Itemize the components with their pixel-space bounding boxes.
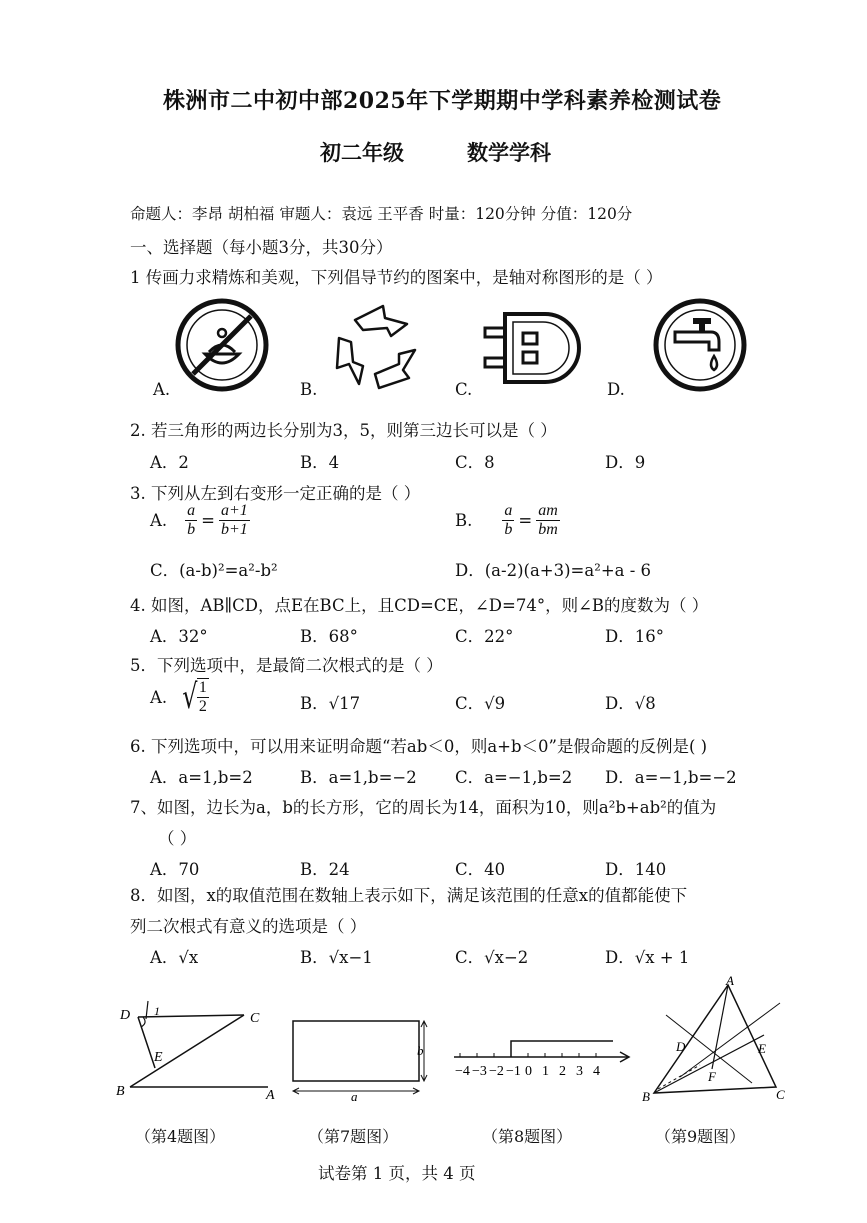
q5-option-c[interactable]: C．√9 [455,694,506,713]
q2-option-d[interactable]: D．9 [605,453,646,472]
page-footer: 试卷第 1 页，共 4 页 [318,1164,476,1183]
q2-option-b[interactable]: B．4 [300,453,340,472]
q4-option-d[interactable]: D．16° [605,627,664,646]
q3-b-left-fraction [502,502,514,539]
side-label-a: a [351,1089,358,1104]
fraction-numerator: a [187,502,196,519]
angle-label-1: 1 [154,1004,160,1018]
figure-4-caption: （第4题图） [135,1127,226,1146]
figure-7-caption: （第7题图） [308,1127,399,1146]
water-tap-icon [653,298,747,392]
question-4-stem: 4. 如图，AB∥CD，点E在BC上，且CD=CE，∠D=74°，则∠B的度数为（ ） [130,596,709,615]
question-2-stem: 2. 若三角形的两边长分别为3，5，则第三边长可以是（ ） [130,421,557,440]
q3-a-left-fraction [185,502,197,539]
power-plug-icon [483,308,585,388]
sqrt-symbol: √ [182,677,198,717]
q8-option-d[interactable]: D．√x + 1 [605,948,690,967]
point-label-a: A [266,1088,275,1103]
fraction-denominator: bm [538,521,558,538]
q3-option-a[interactable] [150,502,250,539]
fraction-denominator: b+1 [221,521,248,538]
fraction-numerator: a+1 [221,502,248,519]
question-6-stem: 6. 下列选项中，可以用来证明命题“若ab＜0，则a+b＜0”是假命题的反例是( ) [130,737,708,756]
subject-label: 数学学科 [467,140,551,165]
tick-label: −4 [455,1064,470,1079]
point-label-a: A [726,973,734,988]
q4-option-c[interactable]: C．22° [455,627,514,646]
q1-option-a[interactable]: A. [153,380,171,399]
page-title: 株洲市二中初中部2025年下学期期中学科素养检测试卷 [163,88,722,114]
q3-option-b[interactable] [455,502,560,539]
tick-label: 3 [576,1064,583,1079]
q7-option-a[interactable]: A．70 [150,860,200,879]
q4-option-b[interactable]: B．68° [300,627,358,646]
point-label-e: E [758,1041,766,1056]
q6-option-c[interactable]: C．a=−1,b=2 [455,768,573,787]
tick-label: 1 [542,1064,549,1079]
q6-option-b[interactable]: B．a=1,b=−2 [300,768,417,787]
q8-option-b[interactable]: B．√x−1 [300,948,373,967]
q5-option-d[interactable]: D．√8 [605,694,656,713]
question-1-stem: 1 传画力求精炼和美观，下列倡导节约的图案中，是轴对称图形的是（ ） [130,268,663,287]
no-food-waste-icon [175,298,269,392]
tick-label: 4 [593,1064,600,1079]
tick-label: 2 [559,1064,566,1079]
figure-4-diagram [110,995,290,1105]
q2-option-c[interactable]: C．8 [455,453,495,472]
tick-label: −2 [489,1064,504,1079]
point-label-c: C [250,1011,260,1026]
q2-option-a[interactable]: A．2 [150,453,189,472]
fraction-denominator: b [504,521,513,538]
q3-b-label: B. [455,511,473,530]
q5-option-a[interactable] [150,677,209,717]
q3-a-label: A. [150,511,168,530]
fraction-numerator: am [538,502,558,519]
figure-7-rectangle [285,1015,435,1105]
fraction-numerator: 1 [198,679,207,696]
q6-option-a[interactable]: A．a=1,b=2 [150,768,253,787]
fraction-numerator: a [504,502,513,519]
tick-label: −3 [472,1064,487,1079]
q6-option-d[interactable]: D．a=−1,b=−2 [605,768,737,787]
figure-9-caption: （第9题图） [655,1127,746,1146]
exam-info: 命题人：李昂 胡柏福 审题人：袁远 王平香 时量：120分钟 分值：120分 [130,205,633,223]
point-label-c: C [776,1087,785,1102]
q5-option-b[interactable]: B．√17 [300,694,361,713]
q7-option-b[interactable]: B．24 [300,860,350,879]
question-3-stem: 3. 下列从左到右变形一定正确的是（ ） [130,484,421,503]
fraction-denominator: 2 [198,698,207,715]
section-heading: 一、选择题（每小题3分，共30分） [130,238,393,257]
question-8-stem-line1: 8．如图，x的取值范围在数轴上表示如下，满足该范围的任意x的值都能使下 [130,886,688,905]
q7-option-c[interactable]: C．40 [455,860,506,879]
tick-label: 0 [525,1064,532,1079]
q7-answer-blank: （ ） [158,829,197,848]
q1-option-d[interactable]: D. [607,380,625,399]
q5-a-fraction [197,678,209,716]
point-label-b: B [642,1089,650,1104]
side-label-b: b [417,1043,424,1058]
point-label-b: B [116,1084,125,1099]
fraction-denominator: b [187,521,196,538]
recycle-arrows-icon [325,298,421,394]
q3-b-right-fraction [536,502,560,539]
figure-8-caption: （第8题图） [482,1127,573,1146]
point-label-d: D [120,1008,131,1023]
q1-option-b[interactable]: B. [300,380,318,399]
tick-label: −1 [506,1064,521,1079]
q3-a-right-fraction [219,502,250,539]
question-7-stem: 7、如图，边长为a，b的长方形，它的周长为14，面积为10，则a²b+ab²的值为 [130,798,717,817]
equals-sign: = [201,511,215,530]
q1-option-c[interactable]: C. [455,380,473,399]
question-8-stem-line2: 列二次根式有意义的选项是（ ） [130,917,367,936]
point-label-d: D [676,1039,686,1054]
q8-option-c[interactable]: C．√x−2 [455,948,529,967]
grade-label: 初二年级 [320,140,404,165]
q8-option-a[interactable]: A．√x [150,948,199,967]
equals-sign: = [518,511,533,530]
q3-option-d[interactable]: D．(a-2)(a+3)=a²+a - 6 [455,561,652,580]
point-label-f: F [708,1069,716,1084]
question-5-stem: 5．下列选项中，是最简二次根式的是（ ） [130,656,443,675]
q7-option-d[interactable]: D．140 [605,860,667,879]
point-label-e: E [154,1050,163,1065]
q3-option-c[interactable]: C．(a-b)²=a²-b² [150,561,278,580]
figure-9-diagram [640,975,790,1105]
figure-8-number-line [450,1035,635,1080]
q5-a-label: A. [150,687,168,707]
q4-option-a[interactable]: A．32° [150,627,208,646]
